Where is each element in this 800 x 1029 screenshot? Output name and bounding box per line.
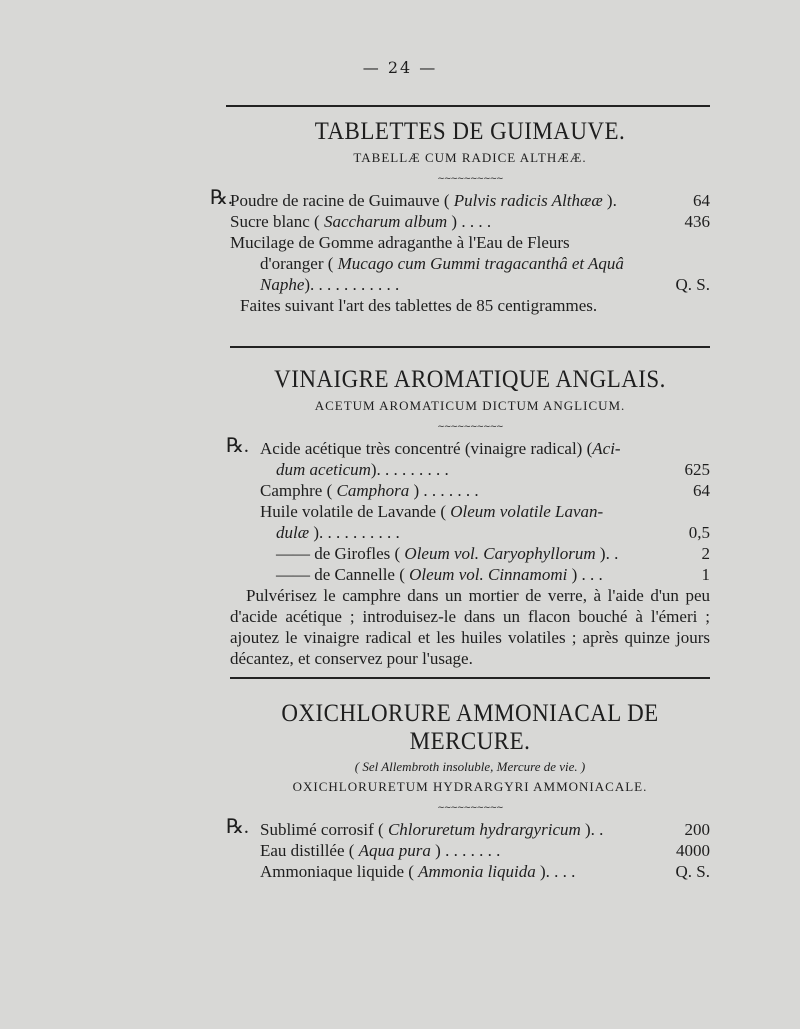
quantity: Q. S. bbox=[675, 275, 710, 294]
quantity: Q. S. bbox=[675, 862, 710, 881]
latin-title: OXICHLORURETUM HYDRARGYRI AMMONIACALE. bbox=[292, 779, 648, 794]
ingredient-line: Mucilage de Gomme adraganthe à l'Eau de Fleurs bbox=[230, 233, 570, 252]
recipe-symbol: ℞. bbox=[226, 816, 249, 838]
ingredient-line: Naphe). . . . . . . . . . . Q. S. bbox=[260, 275, 710, 294]
ingredient-line: Camphre ( Camphora ) . . . . . . . 64 bbox=[260, 481, 710, 500]
quantity: 64 bbox=[693, 191, 710, 210]
section-title: TABLETTES DE GUIMAUVE. bbox=[314, 118, 626, 145]
ingredient-line: Huile volatile de Lavande ( Oleum volatile Lavan- bbox=[260, 502, 604, 521]
ingredient-line: Acide acétique très concentré (vinaigre radical) (Aci- bbox=[260, 439, 621, 458]
ingredient-line: —— de Cannelle ( Oleum vol. Cinnamomi ) . . . 1 bbox=[276, 565, 710, 584]
quantity: 2 bbox=[701, 544, 710, 563]
recipe-lines bbox=[210, 187, 710, 316]
ingredient-line: Sublimé corrosif ( Chloruretum hydrargyricum ). . 200 bbox=[260, 820, 710, 839]
recipe-lines bbox=[226, 816, 710, 882]
ingredient-line: —— de Girofles ( Oleum vol. Caryophyllorum ). . 2 bbox=[276, 544, 710, 563]
section-guimauve bbox=[210, 118, 710, 316]
ornament-divider: ~~~~~~~~~~ bbox=[437, 174, 503, 184]
ingredient-line: Sucre blanc ( Saccharum album ) . . . . 436 bbox=[230, 212, 710, 231]
quantity: 436 bbox=[684, 212, 710, 231]
quantity: 1 bbox=[701, 565, 710, 584]
quantity: 4000 bbox=[676, 841, 710, 860]
alternate-names: ( Sel Allembroth insoluble, Mercure de vie. ) bbox=[354, 759, 586, 774]
closing-instruction: Faites suivant l'art des tablettes de 85 centigrammes. bbox=[240, 296, 598, 315]
recipe-symbol: ℞. bbox=[210, 187, 233, 209]
section-title: OXICHLORURE AMMONIACAL DE MERCURE. bbox=[281, 700, 659, 755]
ingredient-line: Eau distillée ( Aqua pura ) . . . . . . . 4000 bbox=[260, 841, 710, 860]
recipe-lines bbox=[226, 435, 710, 669]
section-title: VINAIGRE AROMATIQUE ANGLAIS. bbox=[274, 366, 666, 393]
closing-instruction: Pulvérisez le camphre dans un mortier de verre, à l'aide d'un peu d'acide acétique ; introduisez-le dans un flacon bouché à l'émeri ; ajoutez le vinaigre radical et les huiles volatiles ; après quinze jours décantez, et conservez pour l'usage. bbox=[230, 586, 710, 668]
section-rule bbox=[230, 346, 710, 348]
recipe-symbol: ℞. bbox=[226, 435, 249, 457]
page-number: — 24 — bbox=[362, 58, 438, 77]
section-rule bbox=[230, 677, 710, 679]
ingredient-line: Poudre de racine de Guimauve ( Pulvis radicis Althææ ). 64 bbox=[230, 191, 710, 210]
quantity: 200 bbox=[684, 820, 710, 839]
ingredient-line: d'oranger ( Mucago cum Gummi tragacanthâ et Aquâ bbox=[260, 254, 624, 273]
section-vinaigre bbox=[226, 366, 710, 669]
latin-title: ACETUM AROMATICUM DICTUM ANGLICUM. bbox=[314, 398, 626, 413]
ingredient-line: Ammoniaque liquide ( Ammonia liquida ). . . . Q. S. bbox=[260, 862, 710, 881]
quantity: 64 bbox=[693, 481, 710, 500]
section-oxichlorure bbox=[226, 700, 710, 882]
ornament-divider: ~~~~~~~~~~ bbox=[437, 422, 503, 432]
latin-title: TABELLÆ CUM RADICE ALTHÆÆ. bbox=[353, 150, 587, 165]
quantity: 625 bbox=[684, 460, 710, 479]
ornament-divider: ~~~~~~~~~~ bbox=[437, 803, 503, 813]
ingredient-line: dum aceticum). . . . . . . . . 625 bbox=[276, 460, 710, 479]
quantity: 0,5 bbox=[688, 523, 710, 542]
top-rule bbox=[226, 105, 710, 107]
ingredient-line: dulæ ). . . . . . . . . . 0,5 bbox=[276, 523, 710, 542]
